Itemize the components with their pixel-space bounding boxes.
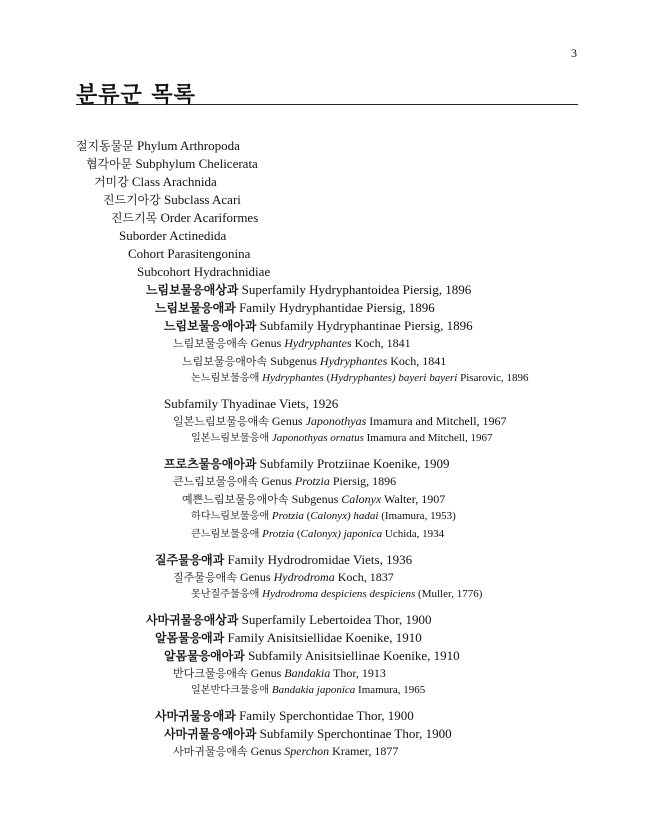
- rank-text: Subcohort Hydrachnidiae: [137, 264, 271, 279]
- author-text: (: [303, 510, 311, 522]
- taxon-entry: [86, 157, 258, 171]
- korean-name: 느림보물응애아과: [164, 319, 257, 333]
- taxon-entry: [111, 211, 258, 225]
- author-text: Koch, 1837: [334, 570, 394, 584]
- taxon-entry: [191, 373, 529, 384]
- korean-name: 큰느림보물응애속: [173, 475, 259, 488]
- rank-text: Phylum Arthropoda: [133, 138, 240, 153]
- taxon-entry: [173, 415, 507, 427]
- korean-name: 질주물응애과: [155, 553, 225, 567]
- taxon-entry: [164, 397, 338, 410]
- scientific-name: Protzia: [262, 528, 295, 540]
- rank-text: Subfamily Thyadinae Viets, 1926: [164, 396, 339, 411]
- taxon-entry: [137, 265, 270, 278]
- taxon-entry: [164, 649, 460, 663]
- taxon-entry: [173, 571, 394, 583]
- korean-name: 사마귀물응애상과: [146, 613, 239, 627]
- korean-name: 진드기목: [111, 211, 158, 225]
- taxon-entry: [191, 511, 456, 522]
- author-text-2: Uchida, 1934: [382, 528, 445, 540]
- korean-name: 사마귀물응애과: [155, 709, 236, 723]
- korean-name: 질주물응애속: [173, 571, 237, 584]
- rank-text: Class Arachnida: [128, 174, 217, 189]
- rank-text: Subfamily Hydryphantinae Piersig, 1896: [256, 318, 473, 333]
- rank-text: Cohort Parasitengonina: [128, 246, 251, 261]
- taxon-entry: [164, 457, 450, 471]
- taxon-entry: [191, 589, 482, 600]
- rank-text: Family Hydryphantidae Piersig, 1896: [235, 300, 435, 315]
- scientific-name-2: Calonyx) hadai: [310, 510, 379, 522]
- author-text: Imamura, 1965: [355, 684, 426, 696]
- author-text-2: (Imamura, 1953): [378, 510, 456, 522]
- korean-name: 알몸물응애아과: [164, 649, 245, 663]
- page-title: 분류군 목록: [76, 83, 196, 108]
- taxon-entry: [119, 229, 226, 242]
- scientific-name: Hydryphantes: [319, 354, 388, 368]
- taxon-entry: [173, 745, 398, 757]
- taxon-entry: [173, 475, 396, 487]
- korean-name: 못난질주물응애: [191, 589, 260, 600]
- rank-text: Suborder Actinedida: [119, 228, 227, 243]
- taxon-entry: [94, 175, 217, 189]
- taxon-entry: [191, 433, 492, 444]
- korean-name: 느림보물응애아속: [182, 355, 268, 368]
- scientific-name: Bandakia: [284, 666, 331, 680]
- taxon-entry: [155, 553, 412, 567]
- korean-name: 반다크물응애속: [173, 667, 248, 680]
- scientific-name: Protzia: [294, 474, 330, 488]
- taxon-entry: [155, 709, 414, 723]
- scientific-name: Hydryphantes: [284, 336, 352, 350]
- rank-text: Subphylum Chelicerata: [132, 156, 258, 171]
- taxon-entry: [182, 493, 445, 505]
- author-text: Koch, 1841: [351, 336, 411, 350]
- taxon-entry: [146, 283, 471, 297]
- rank-text: Subgenus: [267, 354, 320, 368]
- korean-name: 일본반다크물응애: [191, 685, 270, 696]
- korean-name: 알몸물응애과: [155, 631, 225, 645]
- author-text: (Muller, 1776): [415, 588, 483, 600]
- korean-name: 프로츠물응애아과: [164, 457, 257, 471]
- taxon-entry: [191, 685, 425, 696]
- author-text: Thor, 1913: [330, 666, 386, 680]
- korean-name: 절지동물문: [76, 139, 134, 153]
- scientific-name: Calonyx: [341, 492, 382, 506]
- rank-text: Genus: [268, 414, 306, 428]
- korean-name: 사마귀물응애아과: [164, 727, 257, 741]
- taxon-entry: [182, 355, 446, 367]
- rank-text: Genus: [236, 570, 274, 584]
- rank-text: Genus: [247, 744, 285, 758]
- scientific-name: Bandakia japonica: [271, 684, 356, 696]
- korean-name: 일본느림보물응애속: [173, 415, 269, 428]
- author-text: Kramer, 1877: [329, 744, 399, 758]
- scientific-name-2: Calonyx) japonica: [300, 528, 383, 540]
- taxon-entry: [173, 667, 386, 679]
- taxon-entry: [155, 631, 422, 645]
- korean-name: 느림보물응애상과: [146, 283, 239, 297]
- taxon-entry: [103, 193, 241, 207]
- taxon-entry: [76, 139, 240, 153]
- scientific-name: Sperchon: [284, 744, 330, 758]
- rank-text: Subfamily Protziinae Koenike, 1909: [256, 456, 450, 471]
- taxon-entry: [164, 319, 473, 333]
- korean-name: 예쁜느림보물응애아속: [182, 493, 289, 506]
- page-number: 3: [571, 46, 577, 60]
- scientific-name: Protzia: [271, 510, 304, 522]
- author-text: Koch, 1841: [387, 354, 447, 368]
- rank-text: Family Anisitsiellidae Koenike, 1910: [224, 630, 422, 645]
- korean-name: 하다느림보물응애: [191, 511, 270, 522]
- author-text: Imamura and Mitchell, 1967: [366, 414, 507, 428]
- rank-text: Subfamily Anisitsiellinae Koenike, 1910: [244, 648, 460, 663]
- korean-name: 협각아문: [86, 157, 133, 171]
- korean-name: 느림보물응애과: [155, 301, 236, 315]
- korean-name: 거미강: [94, 175, 129, 189]
- taxon-entry: [164, 727, 452, 741]
- rank-text: Subgenus: [288, 492, 342, 506]
- author-text: (: [294, 528, 301, 540]
- korean-name: 진드기아강: [103, 193, 161, 207]
- author-text-2: Pisarovic, 1896: [457, 372, 529, 384]
- title-rule: [76, 104, 578, 105]
- rank-text: Subclass Acari: [160, 192, 241, 207]
- rank-text: Superfamily Hydryphantoidea Piersig, 1896: [238, 282, 472, 297]
- author-text: Walter, 1907: [381, 492, 446, 506]
- scientific-name: Hydryphantes: [262, 372, 324, 384]
- rank-text: Order Acariformes: [157, 210, 259, 225]
- scientific-name: Japonothyas: [305, 414, 367, 428]
- taxon-entry: [155, 301, 435, 315]
- taxon-entry: [173, 337, 411, 349]
- rank-text: Genus: [247, 666, 285, 680]
- scientific-name: Japonothyas ornatus: [271, 432, 364, 444]
- author-text: Imamura and Mitchell, 1967: [363, 432, 493, 444]
- taxon-entry: [191, 529, 444, 540]
- korean-name: 큰느림보물응애: [191, 529, 260, 540]
- korean-name: 논느림보물응애: [191, 373, 260, 384]
- rank-text: Family Sperchontidae Thor, 1900: [235, 708, 414, 723]
- rank-text: Genus: [258, 474, 295, 488]
- scientific-name: Hydrodroma despiciens despiciens: [262, 588, 416, 600]
- scientific-name: Hydrodroma: [273, 570, 335, 584]
- rank-text: Superfamily Lebertoidea Thor, 1900: [238, 612, 432, 627]
- rank-text: Family Hydrodromidae Viets, 1936: [224, 552, 413, 567]
- author-text: Piersig, 1896: [329, 474, 397, 488]
- korean-name: 일본느림보물응애: [191, 433, 270, 444]
- korean-name: 사마귀물응애속: [173, 745, 248, 758]
- scientific-name-2: Hydryphantes) bayeri bayeri: [330, 372, 458, 384]
- rank-text: Subfamily Sperchontinae Thor, 1900: [256, 726, 452, 741]
- taxon-entry: [146, 613, 431, 627]
- korean-name: 느림보물응애속: [173, 337, 248, 350]
- author-text: (: [323, 372, 331, 384]
- taxon-entry: [128, 247, 250, 260]
- rank-text: Genus: [247, 336, 285, 350]
